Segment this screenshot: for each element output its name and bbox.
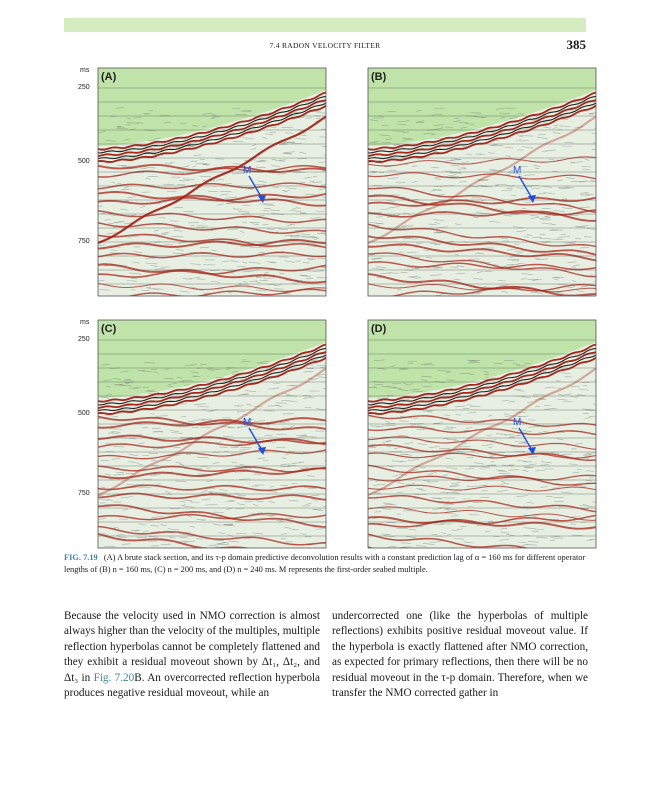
- body-left-text: Because the velocity used in NMO correction is almost always higher than the velocity of the multiples, multiple reflection hyperbolas cannot be completely flattened and they exhibit a residual moveout shown by Δt₁, Δt₂, and Δt₃ in: [64, 610, 320, 684]
- panel-label: (B): [371, 71, 387, 83]
- header-band: [64, 18, 586, 32]
- running-head: [64, 38, 586, 56]
- axis-tick-label: 250: [78, 84, 90, 91]
- page-number: 385: [566, 37, 586, 52]
- axis-tick-label: 250: [78, 336, 90, 343]
- axis-tick-label: 500: [78, 410, 90, 417]
- panel-b: [328, 60, 598, 300]
- seismic-panel-svg: [328, 60, 598, 300]
- axis-tick-label: 750: [78, 238, 90, 245]
- body-text-left: [64, 609, 320, 701]
- panel-label: (C): [101, 323, 117, 335]
- panel-label: (A): [101, 71, 117, 83]
- panel-label: (D): [371, 323, 387, 335]
- seismic-panel-svg: [58, 60, 328, 300]
- panel-d: [328, 312, 598, 552]
- figure-caption: [64, 552, 586, 576]
- figure-reference-link[interactable]: Fig. 7.20: [93, 671, 135, 684]
- panel-a: [58, 60, 328, 300]
- multiple-annotation-label: M: [513, 165, 522, 176]
- multiple-annotation-label: M: [243, 165, 252, 176]
- axis-tick-label: 750: [78, 490, 90, 497]
- caption-label: FIG. 7.19: [64, 553, 98, 562]
- multiple-annotation-label: M: [243, 417, 252, 428]
- panel-c: [58, 312, 328, 552]
- figure-7-19: [58, 60, 592, 540]
- body-left-text-cont: B. An overcorrected reflection hyperbola produces negative residual moveout, while an: [64, 671, 320, 700]
- multiple-annotation-label: M: [513, 417, 522, 428]
- seismic-panel-svg: [58, 312, 328, 552]
- body-text-right: [332, 609, 588, 701]
- caption-text: (A) A brute stack section, and its τ-p domain predictive deconvolution results with a constant prediction lag of α = 160 ms for different operator lengths of (B) n = 160 ms, (C) n = 200 ms, and (D) n = 240 ms. M represents the first-order seabed multiple.: [64, 553, 586, 574]
- axis-tick-label: 500: [78, 158, 90, 165]
- running-title: 7.4 RADON VELOCITY FILTER: [269, 41, 381, 50]
- body-right-text: undercorrected one (like the hyperbolas of multiple reflections) exhibits positive residual moveout value. If the hyperbola is exactly flattened after NMO correction, as expected for primary reflections, then there will be no residual moveout in the τ-p domain. Therefore, when we transfer the NMO corrected gather in: [332, 610, 588, 700]
- seismic-panel-svg: [328, 312, 598, 552]
- axis-unit-label: ms: [80, 67, 90, 74]
- axis-unit-label: ms: [80, 319, 90, 326]
